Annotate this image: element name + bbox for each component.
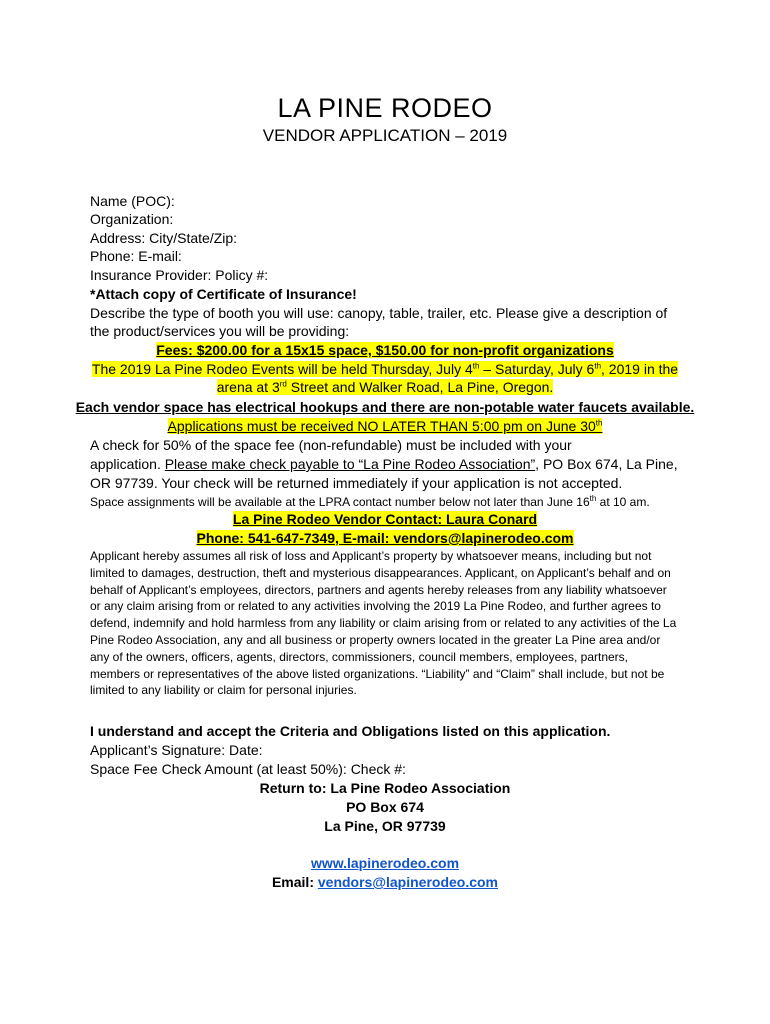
document-title: LA PINE RODEO bbox=[277, 93, 493, 123]
event-dates-text-1: The 2019 La Pine Rodeo Events will be held Thursday, July 4 bbox=[91, 361, 473, 377]
space-assignment-notice bbox=[90, 494, 690, 510]
return-city-state-zip: La Pine, OR 97739 bbox=[324, 818, 446, 834]
liability-waiver-text: Applicant hereby assumes all risk of loss and Applicant’s property by whatsoever means, including but not limited to damages, destruction, theft and mysterious disappearances. Applicant, on Applicant’s behalf and on behalf of Applicant’s employees, directors, partners and agents hereby releases from any liability whatsoever or any claim arising from or related to any activities involving the 2019 La Pine Rodeo, and further agrees to defend, indemnify and hold harmless from any liability or claim arising from or related to any activities of the La Pine Rodeo Association, any and all business or property owners located in the greater La Pine area and/or any of the owners, officers, agents, directors, commissioners, council members, employees, partners, members or representatives of the above listed organizations. “Liability” and “Claim” shall include, but not be limited to any liability or claim for personal injuries. bbox=[90, 549, 677, 698]
check-payable-text: Please make check payable to “La Pine Rodeo Association” bbox=[164, 456, 536, 472]
website-line bbox=[60, 854, 710, 872]
name-field-label: Name (POC): bbox=[90, 193, 175, 209]
ordinal-suffix: rd bbox=[279, 379, 287, 389]
signature-date-label: Applicant’s Signature: Date: bbox=[90, 742, 263, 758]
ordinal-suffix: th bbox=[595, 418, 603, 428]
website-link[interactable]: www.lapinerodeo.com bbox=[310, 855, 460, 871]
ordinal-suffix: th bbox=[472, 361, 480, 371]
check-requirement-line-2 bbox=[90, 455, 690, 473]
insurance-field-label: Insurance Provider: Policy #: bbox=[90, 267, 269, 283]
check-requirement-line-3: OR 97739. Your check will be returned immediately if your application is not accepted. bbox=[90, 475, 623, 491]
document-subtitle: VENDOR APPLICATION – 2019 bbox=[262, 126, 508, 145]
check-requirement-line-1: A check for 50% of the space fee (non-refundable) must be included with your bbox=[90, 437, 572, 453]
fees-notice bbox=[60, 341, 710, 359]
attach-insurance-notice: *Attach copy of Certificate of Insurance! bbox=[90, 286, 357, 302]
acceptance-statement: I understand and accept the Criteria and Obligations listed on this application. bbox=[90, 723, 611, 739]
event-location-text-1: arena at 3 bbox=[216, 379, 280, 395]
ordinal-suffix: th bbox=[594, 361, 602, 371]
assignment-text-2: at 10 am. bbox=[596, 495, 650, 509]
email-line bbox=[60, 873, 710, 891]
deadline-text: Applications must be received NO LATER THAN 5:00 pm on June 30 bbox=[167, 418, 596, 434]
vendor-phone-line bbox=[60, 529, 710, 547]
event-dates-text-2: – Saturday, July 6 bbox=[479, 361, 595, 377]
organization-field-label: Organization: bbox=[90, 211, 174, 227]
phone-email-field-label: Phone: E-mail: bbox=[90, 248, 182, 264]
return-to-line: Return to: La Pine Rodeo Association bbox=[259, 780, 511, 796]
address-field-label: Address: City/State/Zip: bbox=[90, 230, 238, 246]
booth-description-line-1: Describe the type of booth you will use: canopy, table, trailer, etc. Please give a description of bbox=[90, 305, 668, 321]
vendor-phone-text: Phone: 541-647-7349, E-mail: vendors@lapinerodeo.com bbox=[196, 530, 574, 546]
fees-text: Fees: $200.00 for a 15x15 space, $150.00 for non-profit organizations bbox=[156, 342, 614, 358]
check-text-post: , PO Box 674, La Pine, bbox=[535, 456, 678, 472]
vendor-contact-text: La Pine Rodeo Vendor Contact: Laura Conard bbox=[232, 511, 538, 527]
event-dates-line-2 bbox=[60, 378, 710, 396]
email-link[interactable]: vendors@lapinerodeo.com bbox=[317, 874, 499, 890]
booth-description-line-2: the product/services you will be providing: bbox=[90, 323, 350, 339]
assignment-text-1: Space assignments will be available at the LPRA contact number below not later than June 16 bbox=[90, 495, 590, 509]
return-po-box: PO Box 674 bbox=[346, 799, 424, 815]
email-label: Email: bbox=[271, 874, 318, 890]
check-amount-label: Space Fee Check Amount (at least 50%): Check #: bbox=[90, 761, 406, 777]
ordinal-suffix: th bbox=[589, 494, 597, 503]
event-location-text-2: Street and Walker Road, La Pine, Oregon. bbox=[286, 379, 554, 395]
check-text-pre: application. bbox=[90, 456, 165, 472]
event-dates-line-1 bbox=[60, 360, 710, 378]
deadline-notice bbox=[60, 417, 710, 435]
event-dates-text-3: , 2019 in the bbox=[601, 361, 679, 377]
electrical-notice: Each vendor space has electrical hookups and there are non-potable water faucets available. bbox=[75, 399, 695, 415]
vendor-contact-line bbox=[60, 510, 710, 528]
